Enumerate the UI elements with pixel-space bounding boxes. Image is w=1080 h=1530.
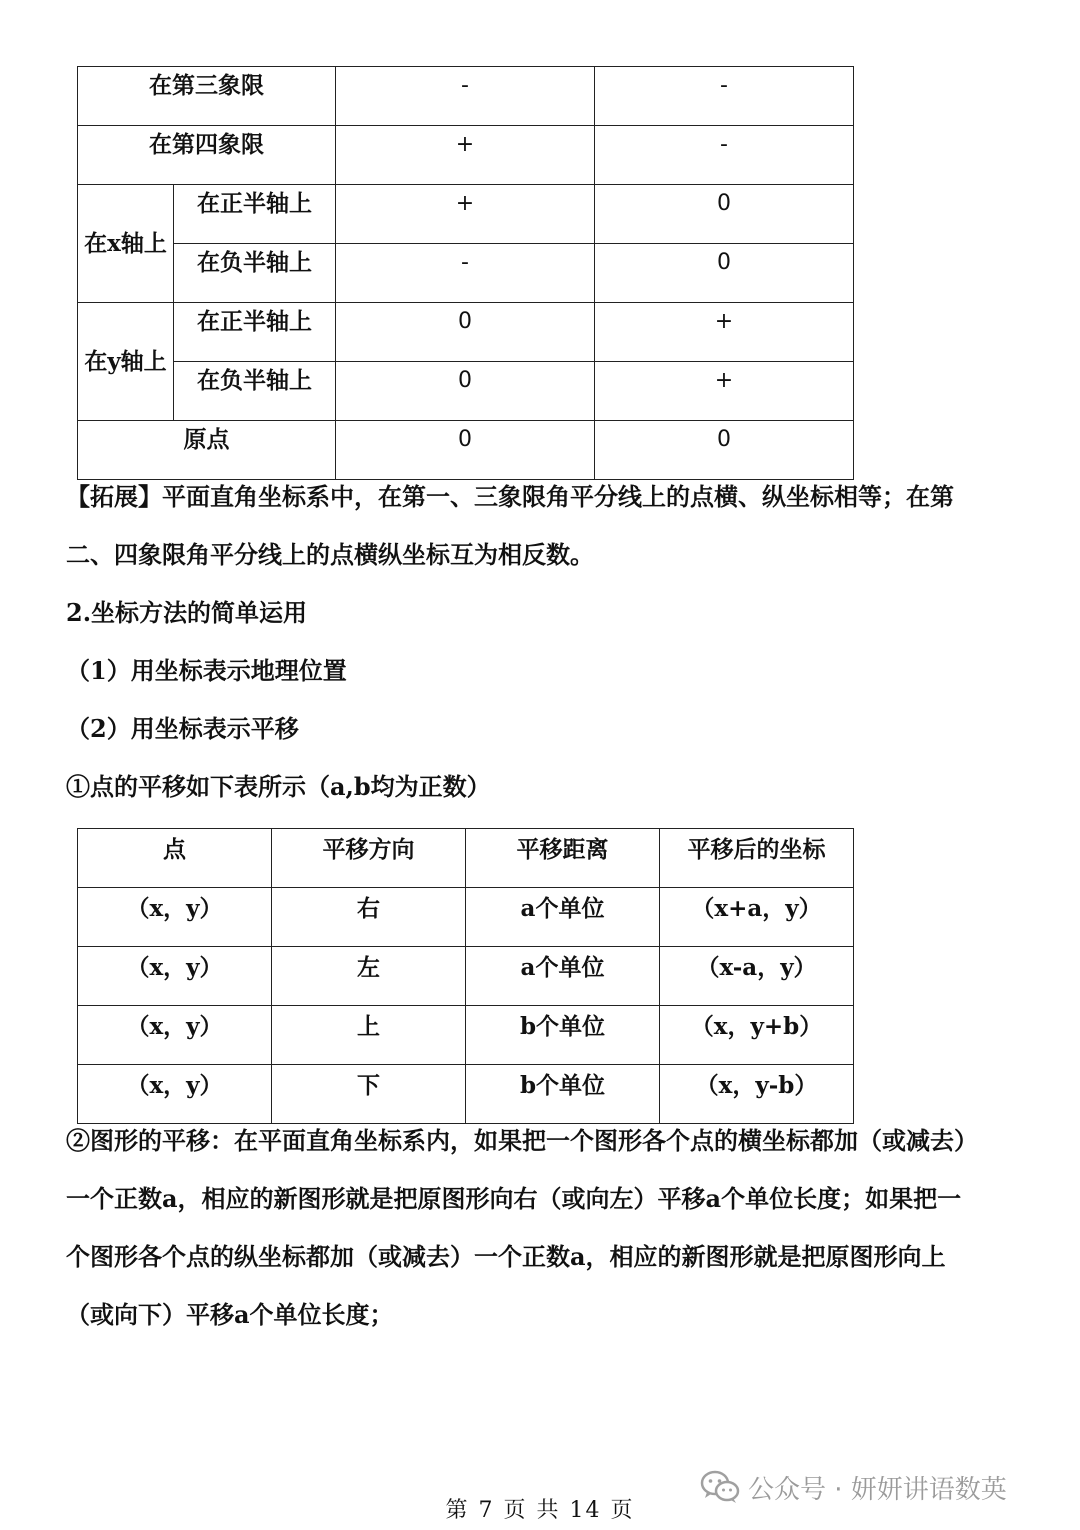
extension-line-1: 【拓展】平面直角坐标系中，在第一、三象限角平分线上的点横、纵坐标相等；在第: [66, 482, 954, 511]
table-cell: b个单位: [466, 1065, 660, 1124]
group-label: 在x轴上: [78, 185, 174, 303]
row-label: 在正半轴上: [174, 185, 336, 244]
row-label: 在负半轴上: [174, 244, 336, 303]
table-header-row: [78, 829, 854, 888]
table-row: [78, 303, 854, 362]
table-cell: （x，y）: [78, 888, 272, 947]
column-header: 平移距离: [466, 829, 660, 888]
table-row: [78, 244, 854, 303]
shape-translation-line-4: （或向下）平移a个单位长度；: [66, 1300, 394, 1329]
table-cell: （x-a，y）: [660, 947, 854, 1006]
group-label: 在y轴上: [78, 303, 174, 421]
y-sign: 0: [595, 421, 854, 480]
x-sign: 0: [336, 362, 595, 421]
point-translation-heading: ①点的平移如下表所示（a,b均为正数）: [66, 772, 491, 801]
y-sign: +: [595, 362, 854, 421]
table-cell: 左: [272, 947, 466, 1006]
column-header: 点: [78, 829, 272, 888]
x-sign: -: [336, 67, 595, 126]
table-cell: （x，y-b）: [660, 1065, 854, 1124]
row-label: 在第四象限: [78, 126, 336, 185]
table-cell: （x，y）: [78, 947, 272, 1006]
x-sign: -: [336, 244, 595, 303]
table-row: [78, 1065, 854, 1124]
row-label: 在负半轴上: [174, 362, 336, 421]
x-sign: +: [336, 126, 595, 185]
table-row: [78, 185, 854, 244]
table-cell: （x，y）: [78, 1065, 272, 1124]
shape-translation-line-2: 一个正数a，相应的新图形就是把原图形向右（或向左）平移a个单位长度；如果把一: [66, 1184, 962, 1213]
table-cell: a个单位: [466, 888, 660, 947]
table-row: [78, 888, 854, 947]
table-row: [78, 67, 854, 126]
table-cell: b个单位: [466, 1006, 660, 1065]
table-row: [78, 126, 854, 185]
section-title: 2.坐标方法的简单运用: [66, 598, 308, 627]
table-cell: （x，y+b）: [660, 1006, 854, 1065]
table-cell: 右: [272, 888, 466, 947]
row-label: 原点: [78, 421, 336, 480]
y-sign: -: [595, 126, 854, 185]
table-row: [78, 421, 854, 480]
translation-table: [77, 828, 854, 1124]
table-cell: 上: [272, 1006, 466, 1065]
table-cell: （x，y）: [78, 1006, 272, 1065]
page-number: 第 7 页 共 14 页: [445, 1498, 635, 1523]
table-row: [78, 1006, 854, 1065]
shape-translation-line-1: ②图形的平移：在平面直角坐标系内，如果把一个图形各个点的横坐标都加（或减去）: [66, 1126, 978, 1155]
table-cell: （x+a，y）: [660, 888, 854, 947]
y-sign: 0: [595, 185, 854, 244]
y-sign: 0: [595, 244, 854, 303]
row-label: 在第三象限: [78, 67, 336, 126]
subsection-item-2: （2）用坐标表示平移: [66, 714, 299, 743]
column-header: 平移后的坐标: [660, 829, 854, 888]
extension-line-2: 二、四象限角平分线上的点横纵坐标互为相反数。: [66, 540, 594, 569]
row-label: 在正半轴上: [174, 303, 336, 362]
table-cell: a个单位: [466, 947, 660, 1006]
shape-translation-line-3: 个图形各个点的纵坐标都加（或减去）一个正数a，相应的新图形就是把原图形向上: [66, 1242, 946, 1271]
table-row: [78, 947, 854, 1006]
column-header: 平移方向: [272, 829, 466, 888]
sign-table: [77, 66, 854, 480]
y-sign: +: [595, 303, 854, 362]
x-sign: 0: [336, 421, 595, 480]
x-sign: 0: [336, 303, 595, 362]
watermark-text: 公众号 · 妍妍讲语数英: [748, 1474, 1007, 1505]
subsection-item-1: （1）用坐标表示地理位置: [66, 656, 347, 685]
table-row: [78, 362, 854, 421]
table-cell: 下: [272, 1065, 466, 1124]
x-sign: +: [336, 185, 595, 244]
y-sign: -: [595, 67, 854, 126]
